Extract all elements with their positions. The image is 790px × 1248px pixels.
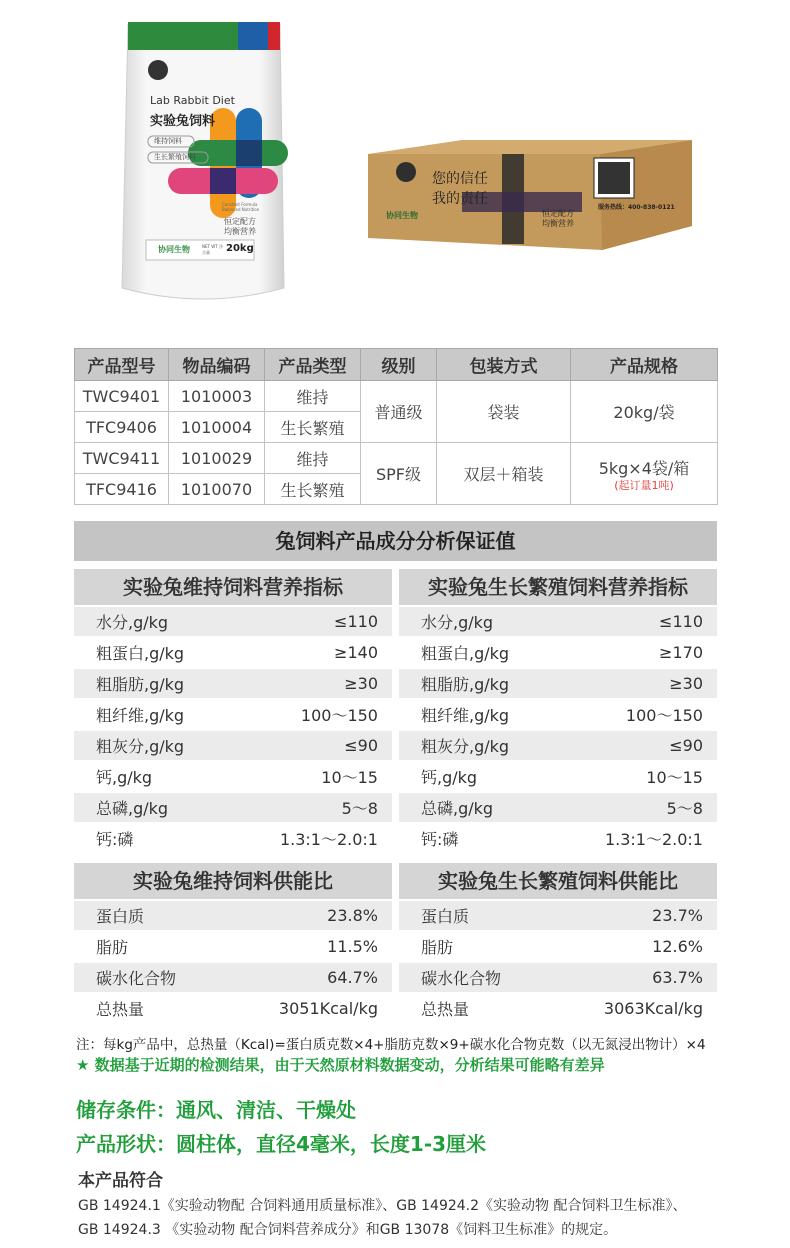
- table-row: [75, 381, 718, 412]
- item-label: 钙,g/kg: [421, 768, 478, 787]
- item-label: 水分,g/kg: [421, 613, 494, 632]
- item-value: 5～8: [666, 799, 703, 818]
- item-value: 10～15: [321, 768, 378, 787]
- bag-net-label: NET WT 净含量: [202, 244, 223, 255]
- list-item: [74, 731, 392, 760]
- item-label: 总热量: [421, 1000, 470, 1019]
- list-item: [399, 963, 717, 992]
- cell-type: 维持: [265, 443, 361, 474]
- spec-header-spec: 产品规格: [571, 349, 718, 381]
- item-label: 粗灰分,g/kg: [421, 737, 510, 756]
- item-label: 粗纤维,g/kg: [96, 706, 185, 725]
- item-value: ≤90: [344, 736, 378, 755]
- panel-title: 实验兔生长繁殖饲料营养指标: [399, 569, 717, 605]
- carton-box-graphic: [362, 138, 692, 258]
- spec-table-header-row: [75, 349, 718, 381]
- list-item: [399, 901, 717, 930]
- cell-code: 1010029: [169, 443, 265, 474]
- bag-side-cn1: 恒定配方: [224, 217, 256, 226]
- item-value: 23.7%: [652, 906, 703, 925]
- spec-header-level: 级别: [361, 349, 437, 381]
- standards-title: 本产品符合: [78, 1171, 163, 1191]
- cell-level: 普通级: [361, 381, 437, 443]
- cell-code: 1010070: [169, 474, 265, 505]
- cell-model: TWC9401: [75, 381, 169, 412]
- box-badge-2: 均衡营养: [542, 219, 574, 228]
- spec-header-code: 物品编码: [169, 349, 265, 381]
- item-value: 100～150: [300, 706, 378, 725]
- item-label: 脂肪: [421, 938, 454, 957]
- item-value: 1.3:1～2.0:1: [279, 830, 378, 849]
- list-item: [74, 669, 392, 698]
- box-slogan-1: 您的信任: [432, 171, 488, 187]
- item-label: 水分,g/kg: [96, 613, 169, 632]
- list-item: [399, 824, 717, 853]
- growth-nutrition-panel: [399, 569, 717, 855]
- product-spec-table: [74, 348, 718, 505]
- item-label: 粗脂肪,g/kg: [96, 675, 185, 694]
- list-item: [399, 669, 717, 698]
- cell-packing: 袋装: [437, 381, 571, 443]
- disclaimer-note: ★ 数据基于近期的检测结果，由于天然原材料数据变动，分析结果可能略有差异: [76, 1056, 605, 1074]
- bag-side-en: Constant Formula Balanced Nutrition: [222, 202, 260, 212]
- spec-header-packing: 包装方式: [437, 349, 571, 381]
- item-value: 3051Kcal/kg: [278, 999, 378, 1018]
- feed-bag-graphic: [118, 18, 290, 306]
- cell-code: 1010004: [169, 412, 265, 443]
- item-label: 总磷,g/kg: [421, 799, 494, 818]
- list-item: [399, 731, 717, 760]
- spec-value: 5kg×4袋/箱: [598, 458, 690, 478]
- cell-model: TWC9411: [75, 443, 169, 474]
- table-row: [75, 443, 718, 474]
- cell-spec: 20kg/袋: [571, 381, 718, 443]
- item-label: 粗灰分,g/kg: [96, 737, 185, 756]
- item-label: 总热量: [96, 1000, 145, 1019]
- list-item: [399, 762, 717, 791]
- cell-code: 1010003: [169, 381, 265, 412]
- cell-model: TFC9406: [75, 412, 169, 443]
- item-value: ≤110: [659, 612, 703, 631]
- item-label: 粗蛋白,g/kg: [421, 644, 510, 663]
- item-label: 钙:磷: [421, 830, 459, 849]
- cell-model: TFC9416: [75, 474, 169, 505]
- bag-tag-growth: 生长繁殖饲料: [154, 153, 196, 161]
- item-value: 3063Kcal/kg: [603, 999, 703, 1018]
- bag-side-cn2: 均衡营养: [224, 227, 256, 236]
- panel-title: 实验兔维持饲料营养指标: [74, 569, 392, 605]
- list-item: [399, 994, 717, 1023]
- cell-packing: 双层＋箱装: [437, 443, 571, 505]
- item-label: 总磷,g/kg: [96, 799, 169, 818]
- item-value: ≤90: [669, 736, 703, 755]
- box-badge-1: 恒定配方: [542, 209, 574, 218]
- list-item: [74, 793, 392, 822]
- formula-note: 注：每kg产品中，总热量（Kcal)=蛋白质克数×4+脂肪克数×9+碳水化合物克数（以无氮浸出物计）×4: [76, 1037, 706, 1053]
- panel-title: 实验兔生长繁殖饲料供能比: [399, 863, 717, 899]
- bag-title-cn: 实验兔饲料: [150, 114, 216, 129]
- list-item: [74, 607, 392, 636]
- box-slogan-2: 我的责任: [432, 191, 488, 207]
- carton-box-image: [362, 138, 692, 258]
- item-label: 蛋白质: [96, 907, 145, 926]
- bag-net-weight: 20kg: [226, 243, 254, 254]
- box-brand: 协同生物: [386, 211, 418, 220]
- list-item: [399, 700, 717, 729]
- maintenance-nutrition-panel: [74, 569, 392, 855]
- cell-level: SPF级: [361, 443, 437, 505]
- item-value: 11.5%: [327, 937, 378, 956]
- item-label: 脂肪: [96, 938, 129, 957]
- item-value: 10～15: [646, 768, 703, 787]
- item-value: 64.7%: [327, 968, 378, 987]
- panel-title: 实验兔维持饲料供能比: [74, 863, 392, 899]
- list-item: [399, 932, 717, 961]
- item-value: ≥140: [334, 643, 378, 662]
- product-shape: 产品形状：圆柱体，直径4毫米，长度1-3厘米: [76, 1132, 487, 1156]
- bag-brand: 协同生物: [158, 245, 190, 254]
- item-label: 蛋白质: [421, 907, 470, 926]
- standards-line-2: GB 14924.3 《实验动物 配合饲料营养成分》和GB 13078《饲料卫生标准》的规定。: [78, 1222, 618, 1238]
- list-item: [74, 824, 392, 853]
- cell-spec: [571, 443, 718, 505]
- bag-tag-maintenance: 维持饲料: [154, 137, 182, 145]
- cell-type: 维持: [265, 381, 361, 412]
- item-value: 1.3:1～2.0:1: [604, 830, 703, 849]
- item-label: 碳水化合物: [96, 969, 177, 988]
- item-value: 23.8%: [327, 906, 378, 925]
- storage-conditions: 储存条件：通风、清洁、干燥处: [76, 1098, 356, 1122]
- list-item: [74, 963, 392, 992]
- list-item: [399, 607, 717, 636]
- list-item: [74, 932, 392, 961]
- list-item: [74, 762, 392, 791]
- spec-header-model: 产品型号: [75, 349, 169, 381]
- box-hotline: 服务热线：400-838-0121: [598, 204, 675, 211]
- cell-type: 生长繁殖: [265, 412, 361, 443]
- analysis-title: 兔饲料产品成分分析保证值: [74, 521, 717, 561]
- item-label: 钙,g/kg: [96, 768, 153, 787]
- standards-line-1: GB 14924.1《实验动物配 合饲料通用质量标准》、GB 14924.2《实验动物 配合饲料卫生标准》、: [78, 1198, 687, 1214]
- item-value: ≤110: [334, 612, 378, 631]
- item-value: ≥170: [659, 643, 703, 662]
- item-value: 100～150: [625, 706, 703, 725]
- list-item: [399, 793, 717, 822]
- list-item: [74, 700, 392, 729]
- growth-energy-panel: [399, 863, 717, 1025]
- bag-title-en: Lab Rabbit Diet: [150, 94, 235, 107]
- cell-type: 生长繁殖: [265, 474, 361, 505]
- feed-bag-image: [118, 18, 290, 306]
- list-item: [74, 638, 392, 667]
- min-order-note: (起订量1吨): [614, 478, 674, 492]
- list-item: [74, 901, 392, 930]
- item-label: 粗纤维,g/kg: [421, 706, 510, 725]
- item-label: 钙:磷: [96, 830, 134, 849]
- item-label: 碳水化合物: [421, 969, 502, 988]
- list-item: [399, 638, 717, 667]
- list-item: [74, 994, 392, 1023]
- item-value: ≥30: [344, 674, 378, 693]
- maintenance-energy-panel: [74, 863, 392, 1025]
- item-value: ≥30: [669, 674, 703, 693]
- spec-header-type: 产品类型: [265, 349, 361, 381]
- item-label: 粗脂肪,g/kg: [421, 675, 510, 694]
- item-label: 粗蛋白,g/kg: [96, 644, 185, 663]
- item-value: 12.6%: [652, 937, 703, 956]
- item-value: 5～8: [341, 799, 378, 818]
- item-value: 63.7%: [652, 968, 703, 987]
